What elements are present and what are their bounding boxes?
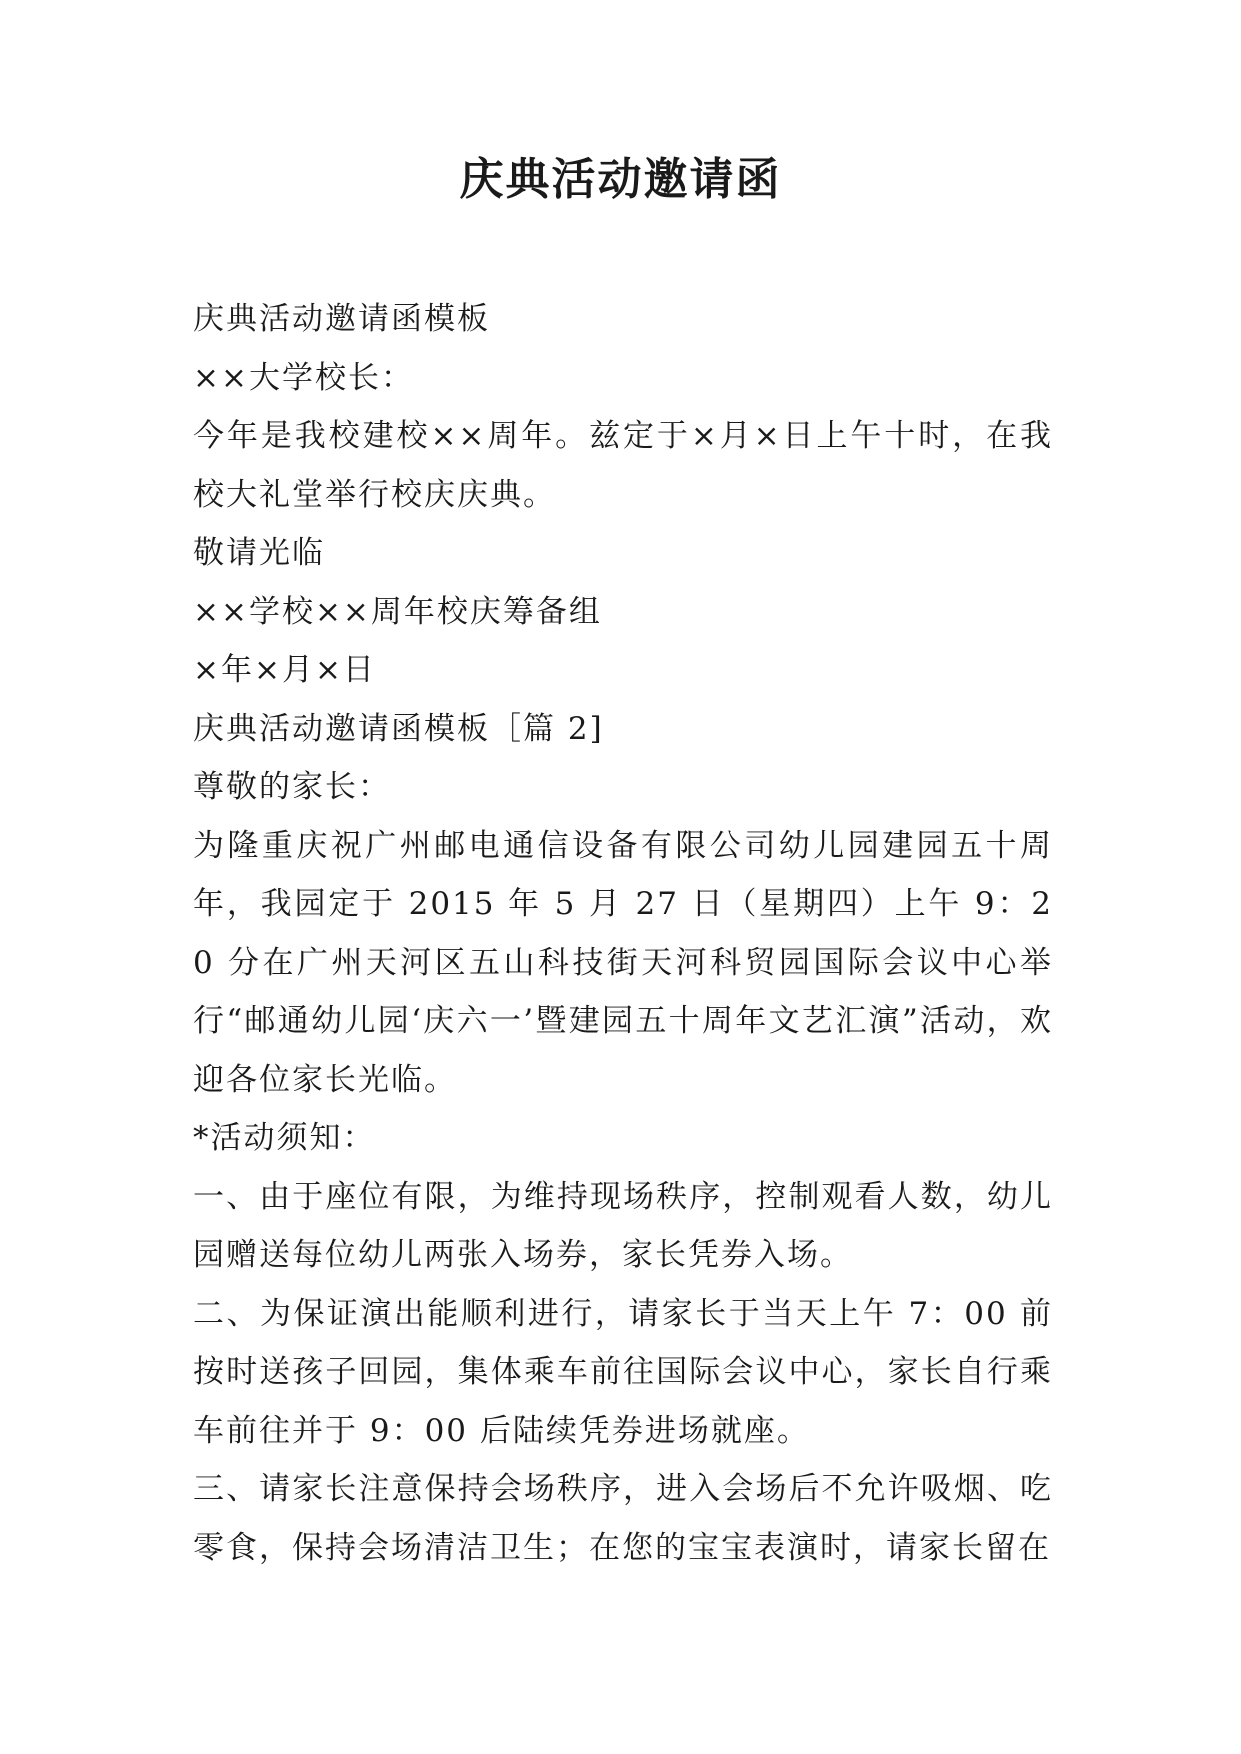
paragraph-salutation-parents: 尊敬的家长：: [193, 769, 391, 805]
document-title: 庆典活动邀请函: [459, 154, 782, 205]
paragraph-notice-item-2: 二、为保证演出能顺利进行，请家长于当天上午 7：00 前按时送孩子回园，集体乘车前往国际会议中心，家长自行乘车前往并于 9：00 后陆续凭券进场就座。: [193, 1295, 1053, 1449]
paragraph-organizer: ××学校××周年校庆筹备组: [193, 593, 602, 630]
paragraph-template-heading-2: 庆典活动邀请函模板［篇 2]: [193, 710, 604, 747]
paragraph-salutation-principal: ××大学校长：: [193, 359, 414, 396]
paragraph-please-attend: 敬请光临: [193, 535, 325, 571]
paragraph-date: ×年×月×日: [193, 652, 376, 688]
paragraph-notice-item-3: 三、请家长注意保持会场秩序，进入会场后不允许吸烟、吃零食，保持会场清洁卫生；在您的宝宝表演时，请家长留在: [193, 1471, 1053, 1566]
paragraph-event-invitation: 为隆重庆祝广州邮电通信设备有限公司幼儿园建园五十周年，我园定于 2015 年 5 月 27 日（星期四）上午 9：20 分在广州天河区五山科技街天河科贸园国际会议中心举行“邮通幼儿园‘庆六一’暨建园五十周年文艺汇演”活动，欢迎各位家长光临。: [193, 827, 1053, 1098]
paragraph-template-heading-1: 庆典活动邀请函模板: [193, 301, 490, 337]
paragraph-notice-item-1: 一、由于座位有限，为维持现场秩序，控制观看人数，幼儿园赠送每位幼儿两张入场券，家长凭券入场。: [193, 1178, 1053, 1273]
paragraph-anniversary-notice: 今年是我校建校××周年。兹定于×月×日上午十时，在我校大礼堂举行校庆庆典。: [193, 418, 1053, 513]
document-body: [193, 290, 1053, 1577]
paragraph-notice-heading: *活动须知：: [193, 1120, 376, 1156]
